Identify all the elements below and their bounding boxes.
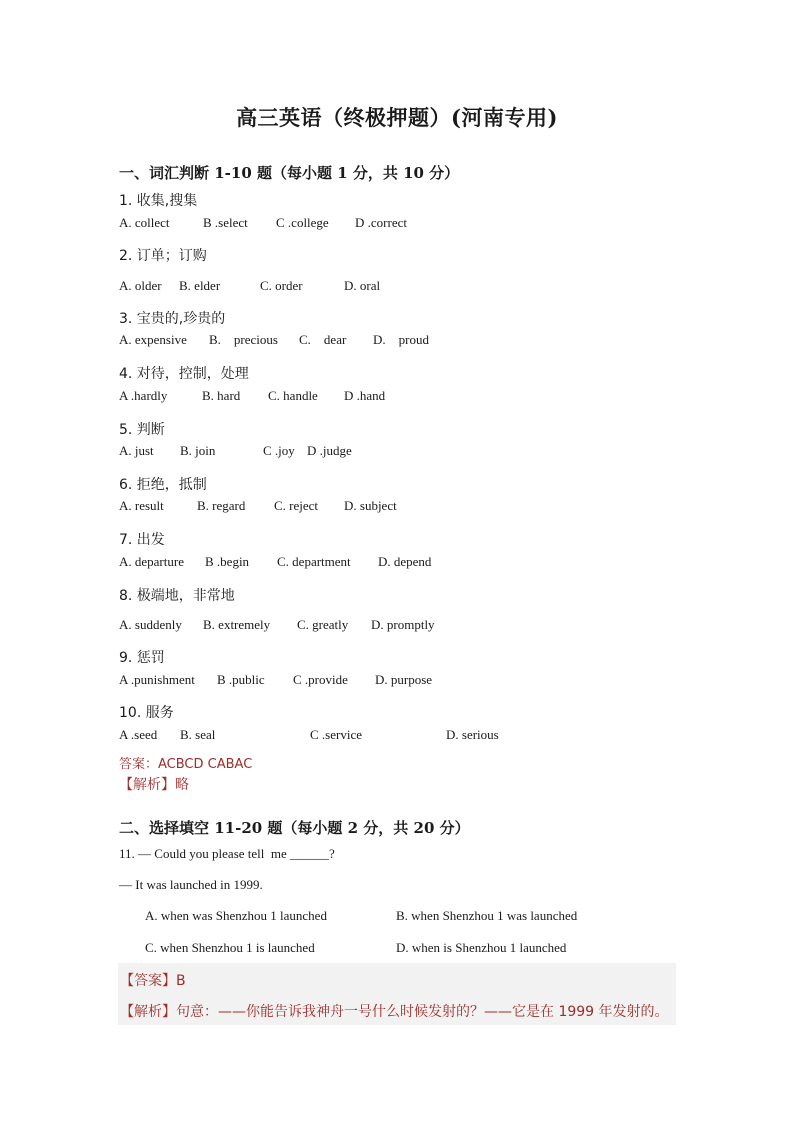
option-c: C .service bbox=[310, 727, 362, 742]
question-stem: 1. 收集,搜集 bbox=[119, 193, 198, 209]
options-row bbox=[119, 727, 719, 745]
option-d: D. proud bbox=[373, 332, 429, 347]
option-d: D. depend bbox=[378, 554, 432, 569]
option-c: C .college bbox=[276, 215, 329, 230]
option-c: C. greatly bbox=[297, 617, 349, 632]
options-row bbox=[119, 672, 719, 690]
option-b: B. elder bbox=[179, 278, 221, 293]
option-c: C. handle bbox=[268, 388, 318, 403]
option-c: C. reject bbox=[274, 498, 319, 513]
option-c: C. department bbox=[277, 554, 351, 569]
option-d: D. subject bbox=[344, 498, 397, 513]
option-a: A. expensive bbox=[119, 332, 187, 347]
option-d: D .hand bbox=[344, 388, 386, 403]
option-d: D. serious bbox=[446, 727, 499, 742]
question-11-explanation: 【解析】句意：——你能告诉我神舟一号什么时候发射的？——它是在 1999 年发射的。 bbox=[120, 1004, 669, 1020]
option-b: B. when Shenzhou 1 was launched bbox=[396, 908, 578, 923]
options-row bbox=[119, 443, 719, 461]
option-a: A. when was Shenzhou 1 launched bbox=[145, 908, 327, 923]
option-a: A .hardly bbox=[119, 388, 168, 403]
question-stem: 9. 惩罚 bbox=[119, 650, 165, 666]
question-stem: 7. 出发 bbox=[119, 532, 165, 548]
option-b: B .begin bbox=[205, 554, 250, 569]
option-c: C .provide bbox=[293, 672, 348, 687]
options-row bbox=[119, 332, 719, 350]
option-a: A. result bbox=[119, 498, 164, 513]
section-1-explanation: 【解析】略 bbox=[119, 777, 189, 793]
question-stem: 4. 对待，控制，处理 bbox=[119, 366, 249, 382]
option-a: A .seed bbox=[119, 727, 158, 742]
option-d: D .correct bbox=[355, 215, 407, 230]
option-b: B .public bbox=[217, 672, 265, 687]
option-d: D. when is Shenzhou 1 launched bbox=[396, 940, 567, 955]
option-a: A. suddenly bbox=[119, 617, 182, 632]
options-row bbox=[119, 215, 719, 233]
options-row bbox=[119, 554, 719, 572]
option-b: B. hard bbox=[202, 388, 241, 403]
question-11-answer: 【答案】B bbox=[120, 973, 186, 989]
option-c: C. dear bbox=[299, 332, 347, 347]
option-b: B. extremely bbox=[203, 617, 271, 632]
question-11-stem: 11. — Could you please tell me ______? bbox=[119, 846, 335, 861]
option-c: C. order bbox=[260, 278, 303, 293]
option-b: B. precious bbox=[209, 332, 278, 347]
options-row bbox=[119, 388, 719, 406]
option-d: D. oral bbox=[344, 278, 381, 293]
option-b: B. regard bbox=[197, 498, 246, 513]
section-1-answer: 答案：ACBCD CABAC bbox=[119, 757, 253, 772]
options-row bbox=[119, 278, 719, 296]
question-stem: 10. 服务 bbox=[119, 705, 174, 721]
option-b: B. seal bbox=[180, 727, 216, 742]
option-a: A. collect bbox=[119, 215, 170, 230]
section-2-heading: 二、选择填空 11-20 题（每小题 2 分，共 20 分） bbox=[119, 819, 470, 837]
page-title: 高三英语（终极押题）(河南专用) bbox=[236, 105, 558, 130]
options-row bbox=[119, 617, 719, 635]
option-a: A. departure bbox=[119, 554, 184, 569]
question-stem: 8. 极端地，非常地 bbox=[119, 588, 235, 604]
question-stem: 6. 拒绝，抵制 bbox=[119, 477, 207, 493]
option-a: A. just bbox=[119, 443, 154, 458]
option-d: D. promptly bbox=[371, 617, 435, 632]
option-c: C. when Shenzhou 1 is launched bbox=[145, 940, 315, 955]
question-stem: 5. 判断 bbox=[119, 422, 165, 438]
section-1-heading: 一、词汇判断 1-10 题（每小题 1 分，共 10 分） bbox=[119, 164, 460, 182]
option-d: D. purpose bbox=[375, 672, 433, 687]
option-b: B .select bbox=[203, 215, 248, 230]
options-row bbox=[119, 498, 719, 516]
option-c: C .joy bbox=[263, 443, 295, 458]
option-a: A. older bbox=[119, 278, 162, 293]
question-stem: 2. 订单；订购 bbox=[119, 248, 207, 264]
answer-box bbox=[118, 963, 676, 1025]
option-b: B. join bbox=[180, 443, 216, 458]
question-11-reply: — It was launched in 1999. bbox=[119, 877, 263, 892]
option-d: D .judge bbox=[307, 443, 352, 458]
option-a: A .punishment bbox=[119, 672, 195, 687]
question-stem: 3. 宝贵的,珍贵的 bbox=[119, 311, 226, 327]
